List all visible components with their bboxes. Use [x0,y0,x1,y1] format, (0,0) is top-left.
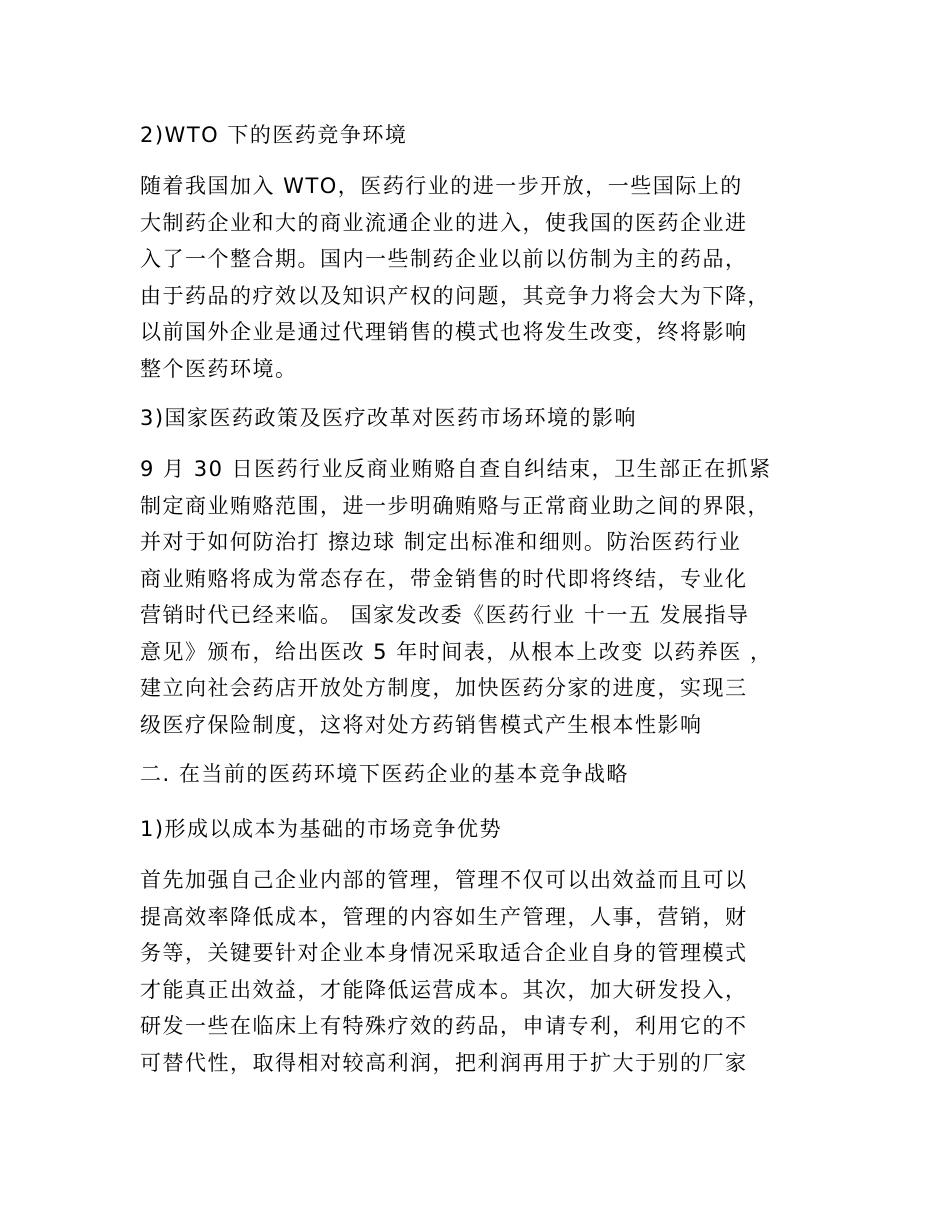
paragraph-line: 并对于如何防治打 擦边球 制定出标准和细则。防治医药行业 [140,530,742,554]
paragraph-line: 大制药企业和大的商业流通企业的进入，使我国的医药企业进 [140,210,748,235]
paragraph-cost [140,862,820,1081]
paragraph-line: 入了一个整合期。国内一些制药企业以前以仿制为主的药品， [140,247,748,271]
paragraph-line: 务等，关键要针对企业本身情况采取适合企业自身的管理模式 [140,941,748,965]
paragraph-line: 级医疗保险制度，这将对处方药销售模式产生根本性影响 [140,712,703,737]
section-heading-policy: 3)国家医药政策及医疗改革对医药市场环境的影响 [140,406,638,430]
paragraph-line: 9 月 30 日医药行业反商业贿赂自查自纠结束，卫生部正在抓紧 [140,457,772,481]
paragraph-wto [140,168,820,387]
section-heading-cost: 1)形成以成本为基础的市场竞争优势 [140,817,503,841]
paragraph-line: 意见》颁布，给出医改 5 年时间表，从根本上改变 以药养医 ， [140,639,773,664]
chapter-heading-strategy: 二. 在当前的医药环境下医药企业的基本竞争战略 [140,762,629,786]
paragraph-policy [140,451,820,743]
paragraph-line: 首先加强自己企业内部的管理，管理不仅可以出效益而且可以 [140,868,748,892]
section-heading-wto: 2)WTO 下的医药竞争环境 [140,123,408,147]
paragraph-line: 随着我国加入 WTO，医药行业的进一步开放，一些国际上的 [140,174,743,198]
paragraph-line: 研发一些在临床上有特殊疗效的药品，申请专利，利用它的不 [140,1014,748,1038]
paragraph-line: 商业贿赂将成为常态存在，带金销售的时代即将终结，专业化 [140,566,748,591]
paragraph-line: 提高效率降低成本，管理的内容如生产管理，人事，营销，财 [140,904,748,929]
paragraph-line: 才能真正出效益，才能降低运营成本。其次，加大研发投入， [140,977,748,1002]
paragraph-line: 以前国外企业是通过代理销售的模式也将发生改变，终将影响 [140,320,748,344]
paragraph-line: 由于药品的疗效以及知识产权的问题，其竞争力将会大为下降， [140,283,770,308]
paragraph-line: 整个医药环境。 [140,356,298,381]
paragraph-line: 可替代性，取得相对较高利润，把利润再用于扩大于别的厂家 [140,1050,748,1075]
paragraph-line: 建立向社会药店开放处方制度，加快医药分家的进度，实现三 [140,676,748,700]
paragraph-line: 制定商业贿赂范围，进一步明确贿赂与正常商业助之间的界限， [140,493,770,518]
paragraph-line: 营销时代已经来临。 国家发改委《医药行业 十一五 发展指导 [140,603,750,627]
document-body [140,120,820,1081]
